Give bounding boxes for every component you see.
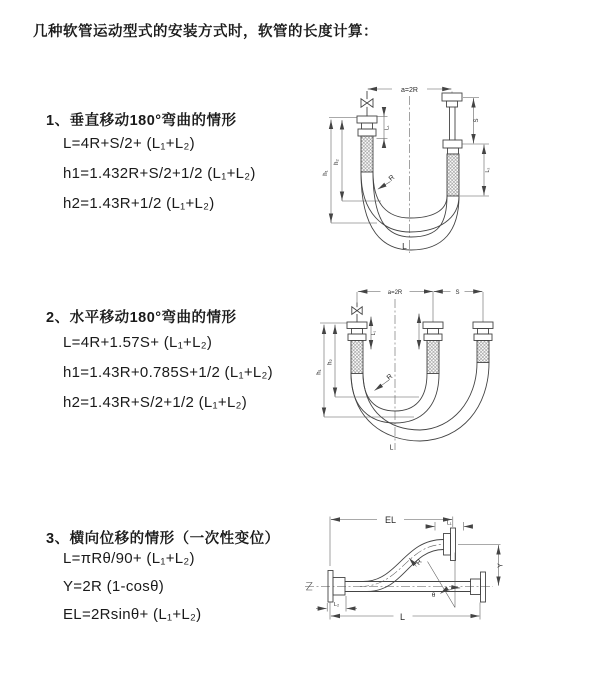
section-1-heading: 1、垂直移动180°弯曲的情形: [46, 113, 237, 129]
braided-hose-section: [427, 341, 439, 374]
section-2-formula-L: L=4R+1.57S+ (L₁+L₂): [63, 334, 213, 351]
section-1-formula-L: L=4R+S/2+ (L₁+L₂): [63, 135, 195, 152]
dim-label-h1: h₁: [316, 369, 323, 375]
section-1-formula-h1: h1=1.432R+S/2+1/2 (L₁+L₂): [63, 165, 256, 182]
top-right-flange: [444, 528, 456, 561]
section-2-formula-h1: h1=1.43R+0.785S+1/2 (L₁+L₂): [63, 364, 273, 381]
dimensions: [323, 87, 491, 251]
dim-label-a2r: a=2R: [401, 86, 418, 94]
flange: [473, 322, 493, 329]
section-3-formula-EL: EL=2Rsinθ+ (L₁+L₂): [63, 606, 202, 623]
valve-icon: [361, 99, 373, 108]
left-fitting: [357, 92, 377, 173]
dim-label-y: Y: [497, 563, 505, 568]
flange: [348, 334, 366, 341]
u-hose: [351, 363, 489, 442]
flange: [474, 334, 492, 341]
diagram-lateral-displacement: [300, 505, 595, 655]
dim-label-theta: θ: [431, 592, 436, 599]
right-flange: [471, 572, 486, 602]
dim-label-r: R: [387, 174, 397, 183]
dim-label-h2: h₂: [334, 159, 340, 165]
dim-label-h1: h₁: [323, 170, 329, 176]
flange: [423, 322, 443, 329]
flange: [442, 93, 462, 101]
flange: [424, 334, 442, 341]
braided-hose-section: [477, 341, 489, 363]
braided-hose-section: [447, 154, 459, 196]
dim-label-l2: L₂: [484, 167, 491, 173]
s-curve-hose: [360, 540, 444, 592]
left-fitting: [347, 303, 367, 374]
dim-label-r: R: [415, 558, 424, 567]
dim-label-r: R: [385, 373, 395, 382]
valve-icon: [352, 307, 362, 315]
section-3-formula-Y: Y=2R (1-cosθ): [63, 578, 165, 595]
dim-label-l: L: [402, 241, 407, 251]
flange: [443, 140, 462, 148]
right-fitting: [473, 322, 493, 363]
section-3-heading: 3、横向位移的情形（一次性变位）: [46, 531, 280, 547]
dim-label-l1: L₁: [370, 330, 377, 336]
section-3-formula-L: L=πRθ/90+ (L₁+L₂): [63, 550, 195, 567]
dim-label-l1: L₁: [446, 520, 452, 527]
dim-label-s: S: [455, 289, 460, 296]
u-hose: [361, 172, 459, 250]
section-1-formula-h2: h2=1.43R+1/2 (L₁+L₂): [63, 195, 215, 212]
page-title: 几种软管运动型式的安装方式时，软管的长度计算：: [33, 24, 378, 40]
right-fitting: [442, 93, 462, 196]
section-2-heading: 2、水平移动180°弯曲的情形: [46, 310, 237, 326]
braided-hose-section: [351, 341, 363, 374]
flange: [357, 116, 377, 123]
dim-label-l2: L₂: [333, 601, 340, 608]
dim-label-l1: L₁: [384, 125, 391, 130]
diagram-horizontal-180-bend: [312, 283, 600, 455]
dim-label-l: L: [399, 612, 406, 622]
diagram-vertical-180-bend: [312, 78, 502, 260]
flange: [358, 129, 376, 136]
dim-label-l: L: [389, 444, 394, 452]
middle-fitting: [423, 322, 443, 374]
braided-hose-section: [361, 136, 373, 172]
section-2-formula-h2: h2=1.43R+S/2+1/2 (L₁+L₂): [63, 394, 248, 411]
dim-label-h2: h₂: [327, 359, 334, 365]
dim-label-s: S: [473, 118, 480, 123]
flange: [347, 322, 367, 329]
dim-label-a2r: a=2R: [387, 289, 403, 296]
dimensions: [316, 515, 505, 622]
dim-label-el: EL: [384, 514, 397, 525]
